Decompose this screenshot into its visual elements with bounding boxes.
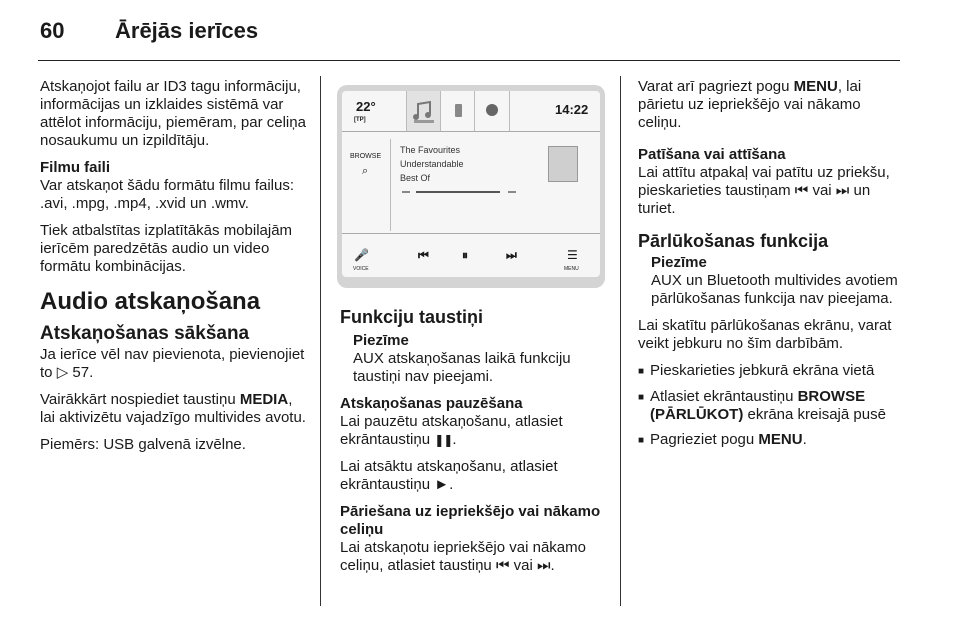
media-key: MEDIA (239, 391, 289, 408)
menu-icon: ☰ (567, 248, 578, 262)
film-files-section (40, 159, 310, 213)
column-divider-1 (320, 76, 321, 606)
bullet2-pre: Atlasiet ekrāntaustiņu (650, 388, 798, 405)
screen-temperature: 22° (356, 99, 376, 114)
pause-title: Atskaņošanas pauzēšana (340, 395, 523, 412)
rewind-or: vai (812, 182, 832, 199)
film-files-title: Filmu faili (40, 159, 111, 176)
function-note-title: Piezīme (353, 332, 409, 349)
menu-key: MENU (793, 78, 838, 95)
start-playback-body (40, 346, 310, 382)
function-keys-note (353, 332, 612, 386)
screen-top-bar (342, 91, 600, 132)
example-paragraph: Piemērs: USB galvenā izvēlne. (40, 436, 246, 453)
screen-voice-label: VOICE (353, 266, 369, 272)
browse-intro: Lai skatītu pārlūkošanas ekrānu, varat veikt jebkuru no šīm darbībām. (638, 317, 892, 352)
start-playback-heading: Atskaņošanas sākšana (40, 323, 250, 344)
column-2 (340, 306, 612, 584)
audio-playback-heading: Audio atskaņošana (40, 288, 261, 315)
list-item (638, 362, 906, 381)
bullet-mark: ■ (638, 435, 645, 446)
browse-note (651, 254, 906, 308)
screen-display (342, 91, 600, 277)
bullet2-post: ekrāna kreisajā pusē (743, 406, 886, 423)
bullet-text (650, 431, 906, 450)
film-support-paragraph: Tiek atbalstītas izplatītākās mobilajām ierīcēm paredzētās audio un video formātu kombinācijas. (40, 222, 293, 275)
bullet3-pre: Pagrieziet pogu (650, 431, 759, 448)
skip-or: vai (513, 557, 533, 574)
page-title: Ārējās ierīces (115, 18, 259, 43)
pause-icon: ❚❚ (434, 433, 453, 447)
function-note-body: AUX atskaņošanas laikā funkciju taustiņi nav pieejami. (353, 350, 571, 385)
media-press-paragraph (40, 391, 310, 427)
screen-menu-label: MENU (564, 266, 579, 272)
screen-progress-bar (402, 190, 522, 194)
header-rule (38, 60, 900, 61)
skip-title: Pāriešana uz iepriekšējo vai nākamo celiņu (340, 503, 601, 538)
browse-note-body: AUX un Bluetooth multivides avotiem pārlūkošanas funkcija nav pieejama. (651, 272, 898, 307)
rewind-paragraph (638, 164, 906, 218)
column-3 (638, 78, 906, 457)
media-press-text: Vairākkārt nospiediet taustiņu (40, 391, 240, 408)
list-item (638, 431, 906, 450)
screen-line-2: Understandable (400, 159, 464, 169)
screen-tab-nav (474, 91, 510, 131)
music-note-icon (407, 91, 441, 131)
phone-icon (441, 91, 475, 131)
usb-main-menu-screenshot (337, 85, 605, 288)
bullet-text: Pieskarieties jebkurā ekrāna vietā (650, 362, 875, 379)
menu-rotate-paragraph (638, 78, 906, 132)
rewind-icon: ⏮ (794, 182, 809, 199)
globe-icon (475, 91, 509, 131)
play-icon: ► (434, 476, 450, 493)
previous-track-icon: ⏮ (495, 557, 510, 574)
rewind-post: un turiet. (638, 182, 871, 217)
media-press-post: , lai aktivizētu vajadzīgo multivides avotu. (40, 391, 306, 426)
film-files-body: Var atskaņot šādu formātu filmu failus: .avi, .mpg, .mp4, .xvid un .wmv. (40, 177, 295, 212)
screen-pause-icon: ⏸ (462, 248, 469, 262)
function-keys-heading: Funkciju taustiņi (340, 307, 484, 327)
screen-time: 14:22 (555, 102, 589, 117)
screen-line-3: Best Of (400, 173, 431, 183)
bullet-mark: ■ (638, 392, 645, 403)
page-reference-icon: ▷ (56, 364, 69, 381)
bullet-text (650, 388, 906, 424)
next-track-icon: ⏭ (536, 557, 551, 574)
pause-body: Lai pauzētu atskaņošanu, atlasiet ekrāntaustiņu (340, 413, 563, 448)
skip-body: Lai atskaņotu iepriekšējo vai nākamo celiņu, atlasiet taustiņu (340, 539, 586, 574)
screen-tp-label: [TP] (354, 117, 366, 123)
screen-browse-label: BROWSE (350, 153, 382, 160)
screen-browse-divider (390, 139, 391, 231)
voice-icon: 🎤 (354, 248, 369, 262)
screen-bottom-bar (342, 233, 600, 277)
list-item (638, 388, 906, 424)
search-icon: ⌕ (362, 165, 369, 177)
page-reference: 57. (68, 364, 94, 381)
fast-forward-icon: ⏭ (835, 182, 850, 199)
resume-body: Lai atsāktu atskaņošanu, atlasiet ekrāntaustiņu (340, 458, 558, 493)
menu-rotate-post: , lai pārietu uz iepriekšējo vai nākamo celiņu. (638, 78, 862, 131)
screen-tab-phone (440, 91, 475, 131)
menu-rotate-text: Varat arī pagriezt pogu (638, 78, 794, 95)
browse-key: BROWSE (PĀRLŪKOT) (650, 388, 866, 423)
screen-prev-icon: ⏮ (418, 248, 429, 262)
pause-paragraph: Lai pauzētu atskaņošanu, atlasiet ekrāntaustiņu ❚❚. (340, 413, 563, 448)
column-1 (40, 78, 310, 463)
album-art-icon (548, 146, 578, 182)
skip-paragraph: Lai atskaņotu iepriekšējo vai nākamo celiņu, atlasiet taustiņu ⏮ vai ⏭. (340, 539, 586, 574)
screen-line-1: The Favourites (400, 145, 461, 155)
start-body-text: Ja ierīce vēl nav pievienota, pievienojiet to (40, 346, 305, 381)
browse-function-heading: Pārlūkošanas funkcija (638, 231, 829, 251)
screen-next-icon: ⏭ (506, 248, 517, 262)
resume-paragraph: Lai atsāktu atskaņošanu, atlasiet ekrāntaustiņu ►. (340, 458, 558, 493)
browse-note-title: Piezīme (651, 254, 707, 271)
menu-key-2: MENU (758, 431, 803, 448)
rewind-title: Patīšana vai attīšana (638, 146, 786, 163)
rewind-body: Lai attītu atpakaļ vai patītu uz priekšu, pieskarieties taustiņam (638, 164, 890, 199)
column-divider-2 (620, 76, 621, 606)
page-number: 60 (40, 18, 65, 43)
screen-tab-audio (406, 91, 441, 131)
intro-paragraph: Atskaņojot failu ar ID3 tagu informāciju, informācijas un izklaides sistēmā var attēlot informāciju, piemēram, par celiņa nosaukumu un izpildītāju. (40, 78, 306, 149)
bullet3-post: . (802, 431, 807, 448)
bullet-mark: ■ (638, 366, 645, 377)
